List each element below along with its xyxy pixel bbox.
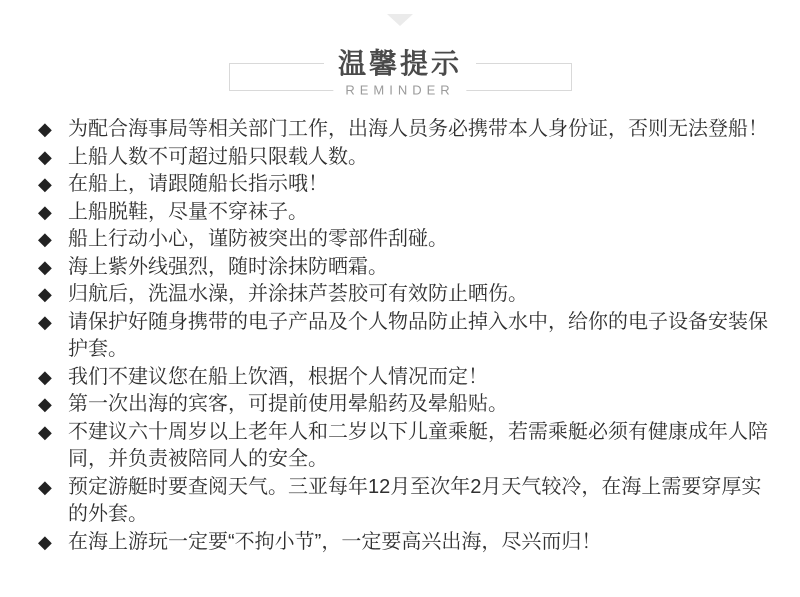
reminder-text: 海上紫外线强烈，随时涂抹防晒霜。 xyxy=(68,255,388,278)
reminder-text: 预定游艇时要查阅天气。三亚每年12月至次年2月天气较冷，在海上需要穿厚实的外套。 xyxy=(68,475,762,525)
reminder-item xyxy=(38,364,800,392)
reminder-text: 归航后，洗温水澡，并涂抹芦荟胶可有效防止晒伤。 xyxy=(68,283,528,305)
notice-page xyxy=(0,14,800,556)
reminder-list xyxy=(0,116,800,556)
diamond-bullet-icon: ◆ xyxy=(38,311,52,332)
reminder-text: 上船人数不可超过船只限载人数。 xyxy=(68,145,368,168)
reminder-item xyxy=(38,226,800,254)
diamond-bullet-icon: ◆ xyxy=(38,256,52,277)
reminder-text: 我们不建议您在船上饮酒，根据个人情况而定！ xyxy=(68,365,488,388)
down-arrow-icon xyxy=(387,14,413,26)
reminder-text: 不建议六十周岁以上老年人和二岁以下儿童乘艇，若需乘艇必须有健康成年人陪同，并负责被陪同人的安全。 xyxy=(68,420,768,470)
reminder-text: 为配合海事局等相关部门工作，出海人员务必携带本人身份证，否则无法登船！ xyxy=(68,118,768,140)
diamond-bullet-icon: ◆ xyxy=(38,421,52,442)
reminder-item xyxy=(38,529,800,557)
diamond-bullet-icon: ◆ xyxy=(38,174,52,194)
diamond-bullet-icon: ◆ xyxy=(38,284,52,304)
reminder-item xyxy=(38,474,800,529)
reminder-item xyxy=(38,144,800,172)
diamond-bullet-icon: ◆ xyxy=(38,146,52,167)
reminder-item xyxy=(38,419,800,474)
diamond-bullet-icon: ◆ xyxy=(38,201,52,222)
reminder-item xyxy=(38,391,800,419)
diamond-bullet-icon: ◆ xyxy=(38,476,52,497)
page-title: 温馨提示 xyxy=(324,42,476,82)
reminder-text: 在船上，请跟随船长指示哦！ xyxy=(68,173,328,195)
reminder-text: 在海上游玩一定要“不拘小节”，一定要高兴出海，尽兴而归！ xyxy=(68,530,602,553)
reminder-text: 船上行动小心，谨防被突出的零部件刮碰。 xyxy=(68,228,448,250)
diamond-bullet-icon: ◆ xyxy=(38,531,52,552)
reminder-item xyxy=(38,171,800,199)
reminder-text: 请保护好随身携带的电子产品及个人物品防止掉入水中，给你的电子设备安装保护套。 xyxy=(68,310,768,360)
reminder-text: 上船脱鞋，尽量不穿袜子。 xyxy=(68,200,308,223)
reminder-item xyxy=(38,199,800,227)
diamond-bullet-icon: ◆ xyxy=(38,394,52,414)
reminder-text: 第一次出海的宾客，可提前使用晕船药及晕船贴。 xyxy=(68,393,508,415)
page-subtitle: REMINDER xyxy=(333,83,466,98)
title-frame xyxy=(229,48,572,98)
diamond-bullet-icon: ◆ xyxy=(38,366,52,387)
reminder-item xyxy=(38,309,800,364)
reminder-item xyxy=(38,281,800,309)
reminder-item xyxy=(38,254,800,282)
reminder-item xyxy=(38,116,800,144)
diamond-bullet-icon: ◆ xyxy=(38,229,52,249)
diamond-bullet-icon: ◆ xyxy=(38,119,52,139)
